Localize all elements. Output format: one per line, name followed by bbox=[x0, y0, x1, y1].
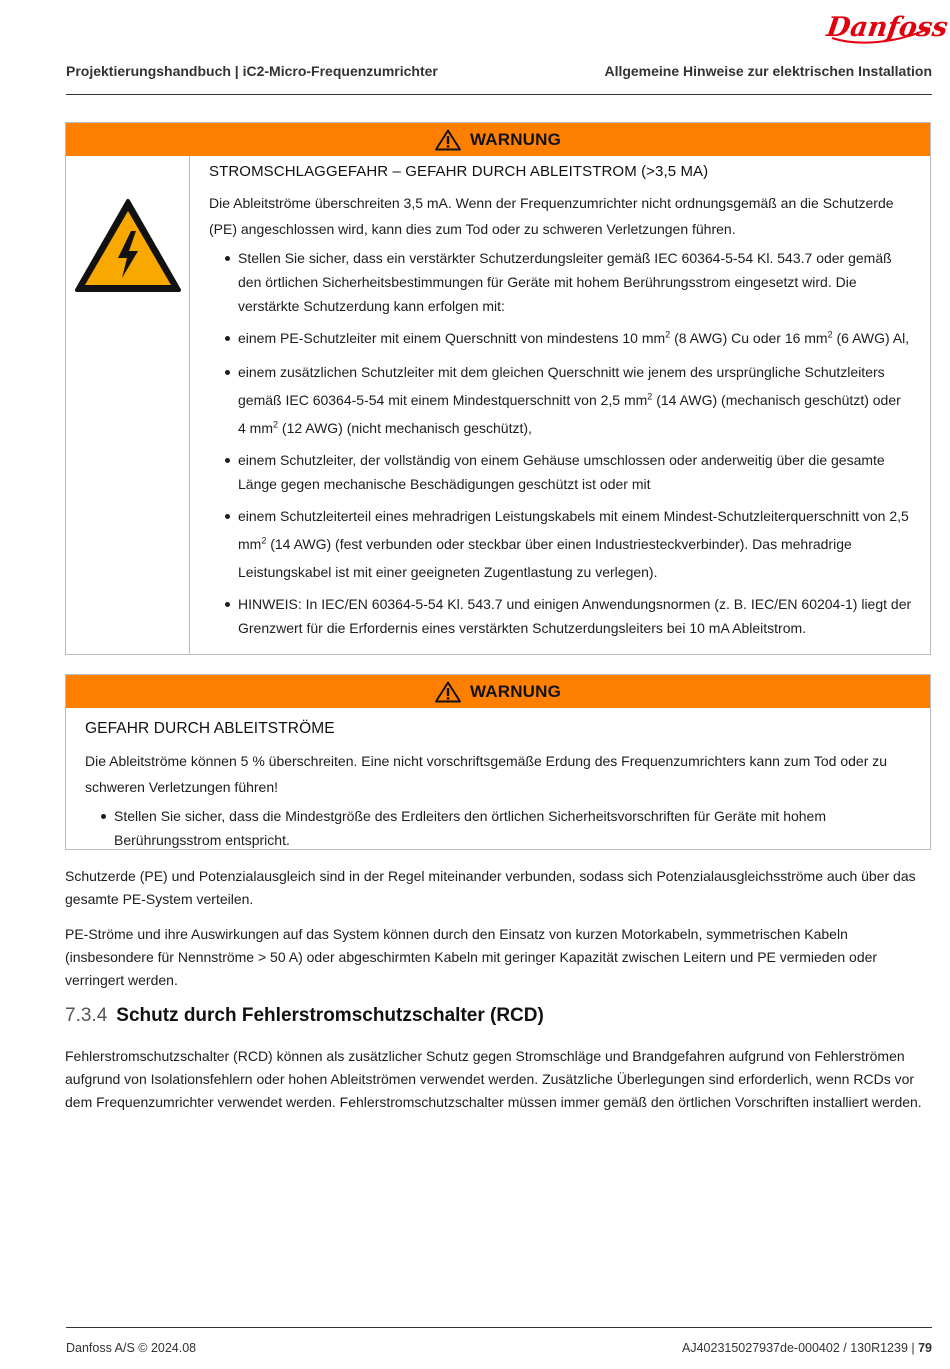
warning-triangle-icon bbox=[435, 129, 461, 151]
electric-shock-hazard-icon bbox=[74, 198, 182, 294]
warning-label: WARNUNG bbox=[469, 681, 562, 701]
warning-bullet-list bbox=[209, 246, 912, 640]
list-item: einem Schutzleiterteil eines mehradrigen Leistungskabels mit einem Mindest-Schutzleiterquerschnitt von 2,5 $mm^2$ (14 AWG) (fest verbunden oder steckbar über einen Industriesteckverbinder). Das mehradrige Leistungskabel ist mit einer geeigneten Zugentlastung zu verlegen). bbox=[209, 502, 912, 586]
warning-header bbox=[66, 123, 930, 156]
warning-label: WARNUNG bbox=[469, 129, 562, 149]
warning-text bbox=[66, 708, 930, 852]
warning-bullet-list bbox=[85, 804, 912, 852]
warning-title: STROMSCHLAGGEFAHR – GEFAHR DURCH ABLEITSTROM (>3,5 MA) bbox=[209, 163, 709, 180]
section-heading bbox=[65, 1005, 544, 1027]
warning-box-leakage-current bbox=[65, 122, 931, 655]
danfoss-logo-icon bbox=[824, 6, 950, 48]
footer-divider bbox=[66, 1327, 932, 1328]
warning-intro: Die Ableitströme können 5 % überschreiten. Eine nicht vorschriftsgemäße Erdung des Frequenzumrichters kann zum Tod oder zu schweren Verletzungen führen! bbox=[85, 753, 888, 795]
svg-text:Danfoss: Danfoss bbox=[824, 12, 950, 43]
header-chapter-title: Allgemeine Hinweise zur elektrischen Installation bbox=[604, 63, 932, 79]
list-item: einem Schutzleiter, der vollständig von einem Gehäuse umschlossen oder anderweitig über die gesamte Länge gegen mechanische Beschädigungen geschützt ist oder mit bbox=[209, 448, 912, 496]
header-divider bbox=[66, 94, 932, 95]
warning-title: GEFAHR DURCH ABLEITSTRÖME bbox=[85, 720, 335, 737]
page-number: 79 bbox=[918, 1341, 932, 1355]
list-item: einem zusätzlichen Schutzleiter mit dem gleichen Querschnitt wie jenem des ursprüngliche Schutzleiters gemäß IEC 60364-5-54 mit einem Mindestquerschnitt von 2,5 $mm^2$ (14 AWG) (mechanisch geschützt) oder 4 $mm^2$ (12 AWG) (nicht mechanisch geschützt), bbox=[209, 358, 912, 442]
list-item: HINWEIS: In IEC/EN 60364-5-54 Kl. 543.7 und einigen Anwendungsnormen (z. B. IEC/EN 60204-1) liegt der Grenzwert für die Erfordernis eines verstärkten Schutzerdungsleiters bei 10 mA Ableitstrom. bbox=[209, 592, 912, 640]
footer-copyright: Danfoss A/S © 2024.08 bbox=[66, 1341, 197, 1355]
section-title: Schutz durch Fehlerstromschutzschalter (RCD) bbox=[116, 1005, 544, 1026]
header-document-title: Projektierungshandbuch | iC2-Micro-Frequenzumrichter bbox=[66, 63, 438, 79]
list-item: einem PE-Schutzleiter mit einem Querschnitt von mindestens 10 $mm^2$ (8 AWG) Cu oder 16 $mm^2$ (6 AWG) Al, bbox=[209, 324, 912, 352]
warning-intro: Die Ableitströme überschreiten 3,5 mA. Wenn der Frequenzumrichter nicht ordnungsgemäß an die Schutzerde (PE) angeschlossen wird, kann dies zum Tod oder zu schweren Verletzungen führen. bbox=[209, 195, 894, 237]
list-item: Stellen Sie sicher, dass ein verstärkter Schutzerdungsleiter gemäß IEC 60364-5-54 Kl. 543.7 oder gemäß den örtlichen Sicherheitsbestimmungen für Geräte mit hohem Berührungsstrom eingesetzt wird. Die verstärkte Schutzerdung kann erfolgen mit: bbox=[209, 246, 912, 318]
warning-box-leakage-currents bbox=[65, 674, 931, 850]
paragraph-pe-equipotential: Schutzerde (PE) und Potenzialausgleich sind in der Regel miteinander verbunden, sodass sich Potenzialausgleichsströme auch über das gesamte PE-System verteilen. bbox=[65, 868, 916, 907]
warning-triangle-icon bbox=[435, 681, 461, 703]
list-item: Stellen Sie sicher, dass die Mindestgröße des Erdleiters den örtlichen Sicherheitsvorschriften für Geräte mit hohem Berührungsstrom entspricht. bbox=[85, 804, 912, 852]
warning-header bbox=[66, 675, 930, 708]
warning-text bbox=[190, 156, 930, 655]
hazard-symbol-cell bbox=[66, 156, 190, 655]
footer-document-id: AJ402315027937de-000402 / 130R1239 | 79 bbox=[682, 1341, 932, 1355]
paragraph-pe-currents: PE-Ströme und ihre Auswirkungen auf das System können durch den Einsatz von kurzen Motorkabeln, symmetrischen Kabeln (insbesondere für Nennströme > 50 A) oder abgeschirmten Kabeln mit geringer Kapazität zwischen Leitern und PE vermieden oder verringert werden. bbox=[65, 926, 878, 988]
paragraph-rcd: Fehlerstromschutzschalter (RCD) können als zusätzlicher Schutz gegen Stromschläge und Brandgefahren aufgrund von Fehlerströmen aufgrund von Isolationsfehlern oder hohen Ableitströmen verwendet werden. Zusätzliche Überlegungen sind erforderlich, wenn RCDs vor dem Frequenzumrichter verwendet werden. Fehlerstromschutzschalter müssen immer gemäß den örtlichen Vorschriften installiert werden. bbox=[65, 1048, 922, 1110]
section-number: 7.3.4 bbox=[65, 1005, 108, 1026]
